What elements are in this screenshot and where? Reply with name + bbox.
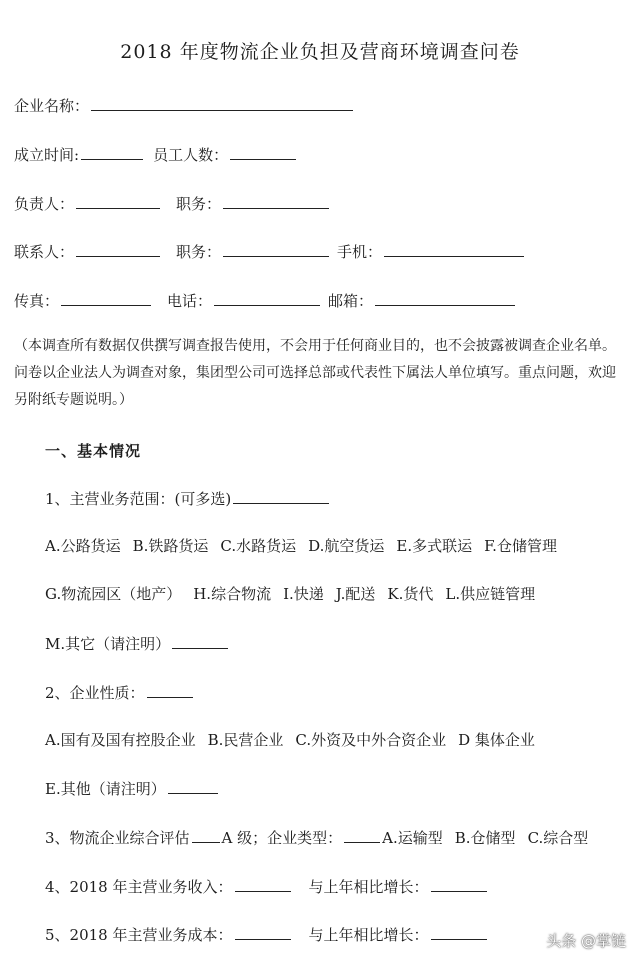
q1-other-field[interactable] [172,633,228,649]
section-basic-info: 一、基本情况 [45,442,142,460]
manager-label: 负责人： [14,195,75,213]
q1-other-row [45,633,230,654]
q1-option[interactable]: L.供应链管理 [445,585,536,603]
q5-growth-label: 与上年相比增长： [308,926,429,944]
established-label: 成立时间: [14,146,80,164]
company-name-label: 企业名称： [14,97,90,115]
q3-grade-suffix: A 级；企业类型： [221,829,343,847]
q4-growth-label: 与上年相比增长： [308,878,429,896]
q2-other-row [45,778,220,799]
employees-field[interactable] [230,144,296,160]
q3-type-field[interactable] [344,827,380,843]
q1-option[interactable]: D.航空货运 [308,537,385,555]
mobile-label: 手机： [337,243,383,261]
q1-options-row2 [45,584,535,604]
q4-revenue-field[interactable] [235,876,291,892]
q5-growth-field[interactable] [431,924,487,940]
q1-label: 1、主营业务范围：(可多选) [45,490,232,508]
q1-option[interactable]: C.水路货运 [220,537,297,555]
manager-row [14,193,331,214]
q1-option[interactable]: G.物流园区（地产） [45,585,182,603]
watermark: 头条 @掌链 [546,932,626,950]
q1-option[interactable]: E.多式联运 [396,537,473,555]
contact-position-field[interactable] [223,241,329,257]
employees-label: 员工人数： [153,146,229,164]
contact-position-label: 职务： [176,243,222,261]
q3-option[interactable]: C.综合型 [527,829,589,847]
q2-other-label: E.其他（请注明） [45,780,166,798]
contact-label: 联系人： [14,243,75,261]
fax-field[interactable] [61,290,151,306]
q1-row [45,488,331,509]
q5-row [45,924,489,945]
q5-label: 5、2018 年主营业务成本： [45,926,233,944]
q3-option[interactable]: B.仓储型 [454,829,516,847]
manager-position-field[interactable] [223,193,329,209]
phone-field[interactable] [214,290,320,306]
survey-note: （本调查所有数据仅供撰写调查报告使用，不会用于任何商业目的，也不会披露被调查企业名单。问卷以企业法人为调查对象，集团型公司可选择总部或代表性下属法人单位填写。重点问题，欢迎另附纸专题说明。） [14,338,616,408]
q1-option[interactable]: J.配送 [335,585,376,603]
mobile-field[interactable] [384,241,524,257]
q2-options-row [45,730,535,750]
fax-label: 传真： [14,292,60,310]
q2-row [45,682,195,703]
q2-option[interactable]: C.外资及中外合资企业 [295,731,447,749]
q3-grade-field[interactable] [192,827,220,843]
q2-option[interactable]: B.民营企业 [207,731,284,749]
established-field[interactable] [81,144,143,160]
q1-option[interactable]: A.公路货运 [45,537,121,555]
q1-option[interactable]: I.快递 [283,585,324,603]
q5-cost-field[interactable] [235,924,291,940]
q3-option[interactable]: A.运输型 [382,829,443,847]
q4-row [45,876,489,897]
q2-option[interactable]: A.国有及国有控股企业 [45,731,196,749]
q4-label: 4、2018 年主营业务收入： [45,878,233,896]
q1-options-row1 [45,536,557,556]
q2-label: 2、企业性质： [45,684,145,702]
q3-label: 3、物流企业综合评估 [45,829,190,847]
contact-row [14,241,526,262]
fax-row [14,290,517,311]
phone-label: 电话： [167,292,213,310]
q1-option[interactable]: H.综合物流 [193,585,272,603]
company-name-field[interactable] [91,95,353,111]
q2-other-field[interactable] [168,778,218,794]
page-title: 2018 年度物流企业负担及营商环境调查问卷 [120,41,520,63]
q2-option[interactable]: D 集体企业 [458,731,535,749]
q1-option[interactable]: B.铁路货运 [132,537,209,555]
q2-answer-field[interactable] [147,682,193,698]
email-field[interactable] [375,290,515,306]
q4-growth-field[interactable] [431,876,487,892]
q1-option[interactable]: K.货代 [387,585,434,603]
email-label: 邮箱： [328,292,374,310]
q3-row [45,827,588,848]
q1-answer-field[interactable] [233,488,329,504]
contact-field[interactable] [76,241,160,257]
established-row [14,144,298,165]
q1-other-label: M.其它（请注明） [45,635,171,653]
q1-option[interactable]: F.仓储管理 [484,537,557,555]
manager-position-label: 职务： [176,195,222,213]
company-name-row [14,95,355,116]
manager-field[interactable] [76,193,160,209]
